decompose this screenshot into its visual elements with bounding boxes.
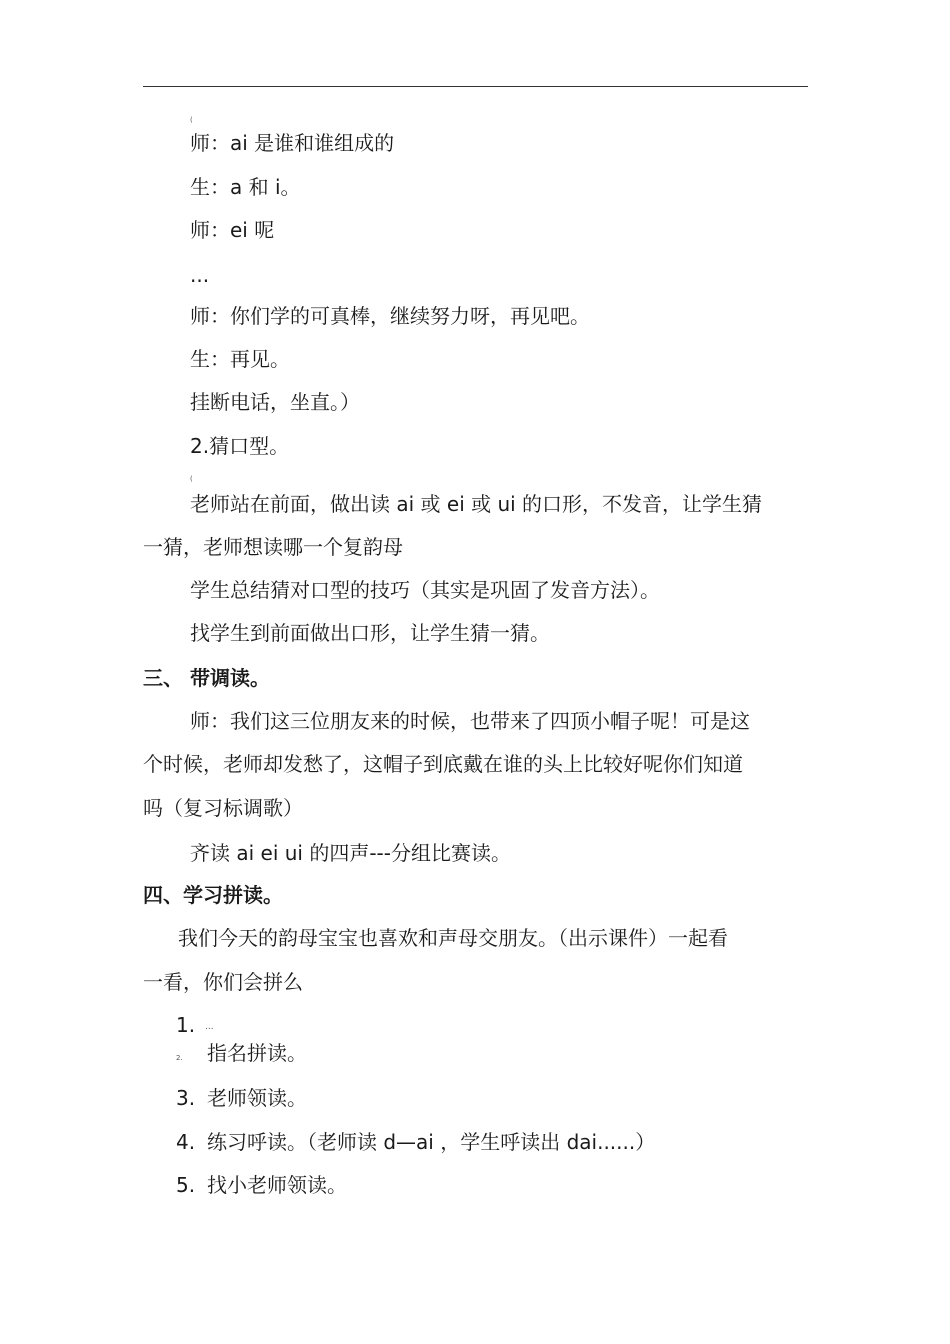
dialogue-line: 师：ai 是谁和谁组成的 [190, 131, 395, 155]
paragraph-line: 我们今天的韵母宝宝也喜欢和声母交朋友。（出示课件）一起看 [178, 926, 728, 950]
paragraph-line: 吗（复习标调歌） [143, 796, 303, 820]
list-number-small: 2. [176, 1054, 183, 1062]
section-heading: 四、学习拼读。 [143, 883, 283, 907]
header-rule [143, 86, 808, 87]
list-number: 3. [176, 1086, 196, 1110]
dialogue-line: 生：a 和 i。 [190, 175, 301, 199]
list-number: 1. [176, 1013, 196, 1037]
dialogue-line: 生：再见。 [190, 347, 290, 371]
stray-mark: ( [190, 116, 193, 124]
paragraph-line: 师：我们这三位朋友来的时候，也带来了四顶小帽子呢！可是这 [190, 709, 750, 733]
section-heading: 三、 带调读。 [143, 666, 270, 690]
list-item: 指名拼读。 [207, 1041, 307, 1065]
subheading: 2.猜口型。 [190, 434, 290, 458]
list-number: 5. [176, 1173, 196, 1197]
stray-mark: ( [190, 475, 193, 483]
paragraph-line: 挂断电话，坐直。） [190, 390, 360, 414]
list-item: 老师领读。 [207, 1086, 307, 1110]
list-item: 找小老师领读。 [207, 1173, 347, 1197]
paragraph-line: 齐读 ai ei ui 的四声---分组比赛读。 [190, 841, 511, 865]
placeholder-dots: ... [205, 1022, 214, 1032]
ellipsis-line: ... [190, 263, 210, 287]
paragraph-line: 学生总结猜对口型的技巧（其实是巩固了发音方法）。 [190, 578, 660, 602]
list-item: 练习呼读。（老师读 d—ai ，学生呼读出 dai......） [207, 1130, 656, 1154]
dialogue-line: 师：ei 呢 [190, 218, 275, 242]
paragraph-line: 一猜，老师想读哪一个复韵母 [143, 535, 403, 559]
dialogue-line: 师：你们学的可真棒，继续努力呀，再见吧。 [190, 304, 590, 328]
paragraph-line: 个时候，老师却发愁了，这帽子到底戴在谁的头上比较好呢你们知道 [143, 752, 743, 776]
paragraph-line: 老师站在前面，做出读 ai 或 ei 或 ui 的口形，不发音，让学生猜 [190, 492, 763, 516]
list-number: 4. [176, 1130, 196, 1154]
paragraph-line: 找学生到前面做出口形，让学生猜一猜。 [190, 621, 550, 645]
paragraph-line: 一看，你们会拼么 [143, 970, 303, 994]
